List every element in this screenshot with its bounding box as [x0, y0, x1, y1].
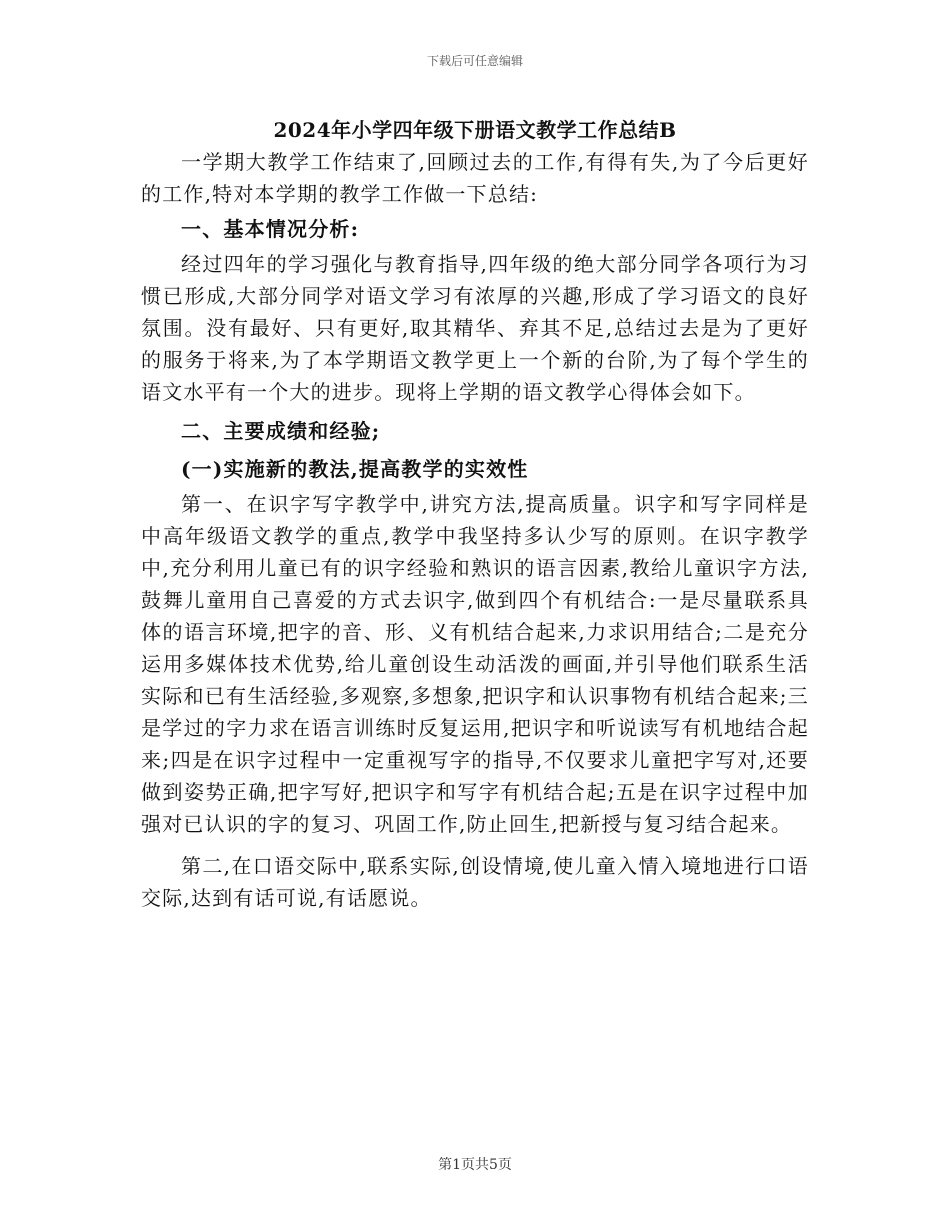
subsection-1-heading: (一)实施新的教法,提高教学的实效性 — [181, 457, 529, 481]
point-2-paragraph: 第二,在口语交际中,联系实际,创设情境,使儿童入情入境地进行口语交际,达到有话可说,有话愿说。 — [141, 854, 809, 910]
intro-paragraph: 一学期大教学工作结束了,回顾过去的工作,有得有失,为了今后更好的工作,特对本学期的教学工作做一下总结: — [141, 150, 809, 206]
section-1-heading: 一、基本情况分析: — [181, 217, 360, 241]
section-1-paragraph: 经过四年的学习强化与教育指导,四年级的绝大部分同学各项行为习惯已形成,大部分同学对语文学习有浓厚的兴趣,形成了学习语文的良好氛围。没有最好、只有更好,取其精华、弃其不足,总结过去是为了更好的服务于将来,为了本学期语文教学更上一个新的台阶,为了每个学生的语文水平有一个大的进步。现将上学期的语文教学心得体会如下。 — [141, 252, 809, 404]
point-1-paragraph: 第一、在识字写字教学中,讲究方法,提高质量。识字和写字同样是中高年级语文教学的重点,教学中我坚持多认少写的原则。在识字教学中,充分利用儿童已有的识字经验和熟识的语言因素,教给儿童识字方法,鼓舞儿童用自己喜爱的方式去识字,做到四个有机结合:一是尽量联系具体的语言环境,把字的音、形、义有机结合起来,力求识用结合;二是充分运用多媒体技术优势,给儿童创设生动活泼的画面,并引导他们联系生活实际和已有生活经验,多观察,多想象,把识字和认识事物有机结合起来;三是学过的字力求在语言训练时反复运用,把识字和听说读写有机地结合起来;四是在识字过程中一定重视写字的指导,不仅要求儿童把字写对,还要做到姿势正确,把字写好,把识字和写字有机结合起;五是在识字过程中加强对已认识的字的复习、巩固工作,防止回生,把新授与复习结合起来。 — [141, 492, 809, 836]
document-title: 2024年小学四年级下册语文教学工作总结B — [273, 118, 677, 142]
section-2-heading: 二、主要成绩和经验; — [181, 419, 381, 443]
document-body — [141, 114, 809, 914]
page-header-note: 下载后可任意编辑 — [426, 54, 523, 68]
page-number: 第1页共5页 — [438, 1157, 512, 1173]
